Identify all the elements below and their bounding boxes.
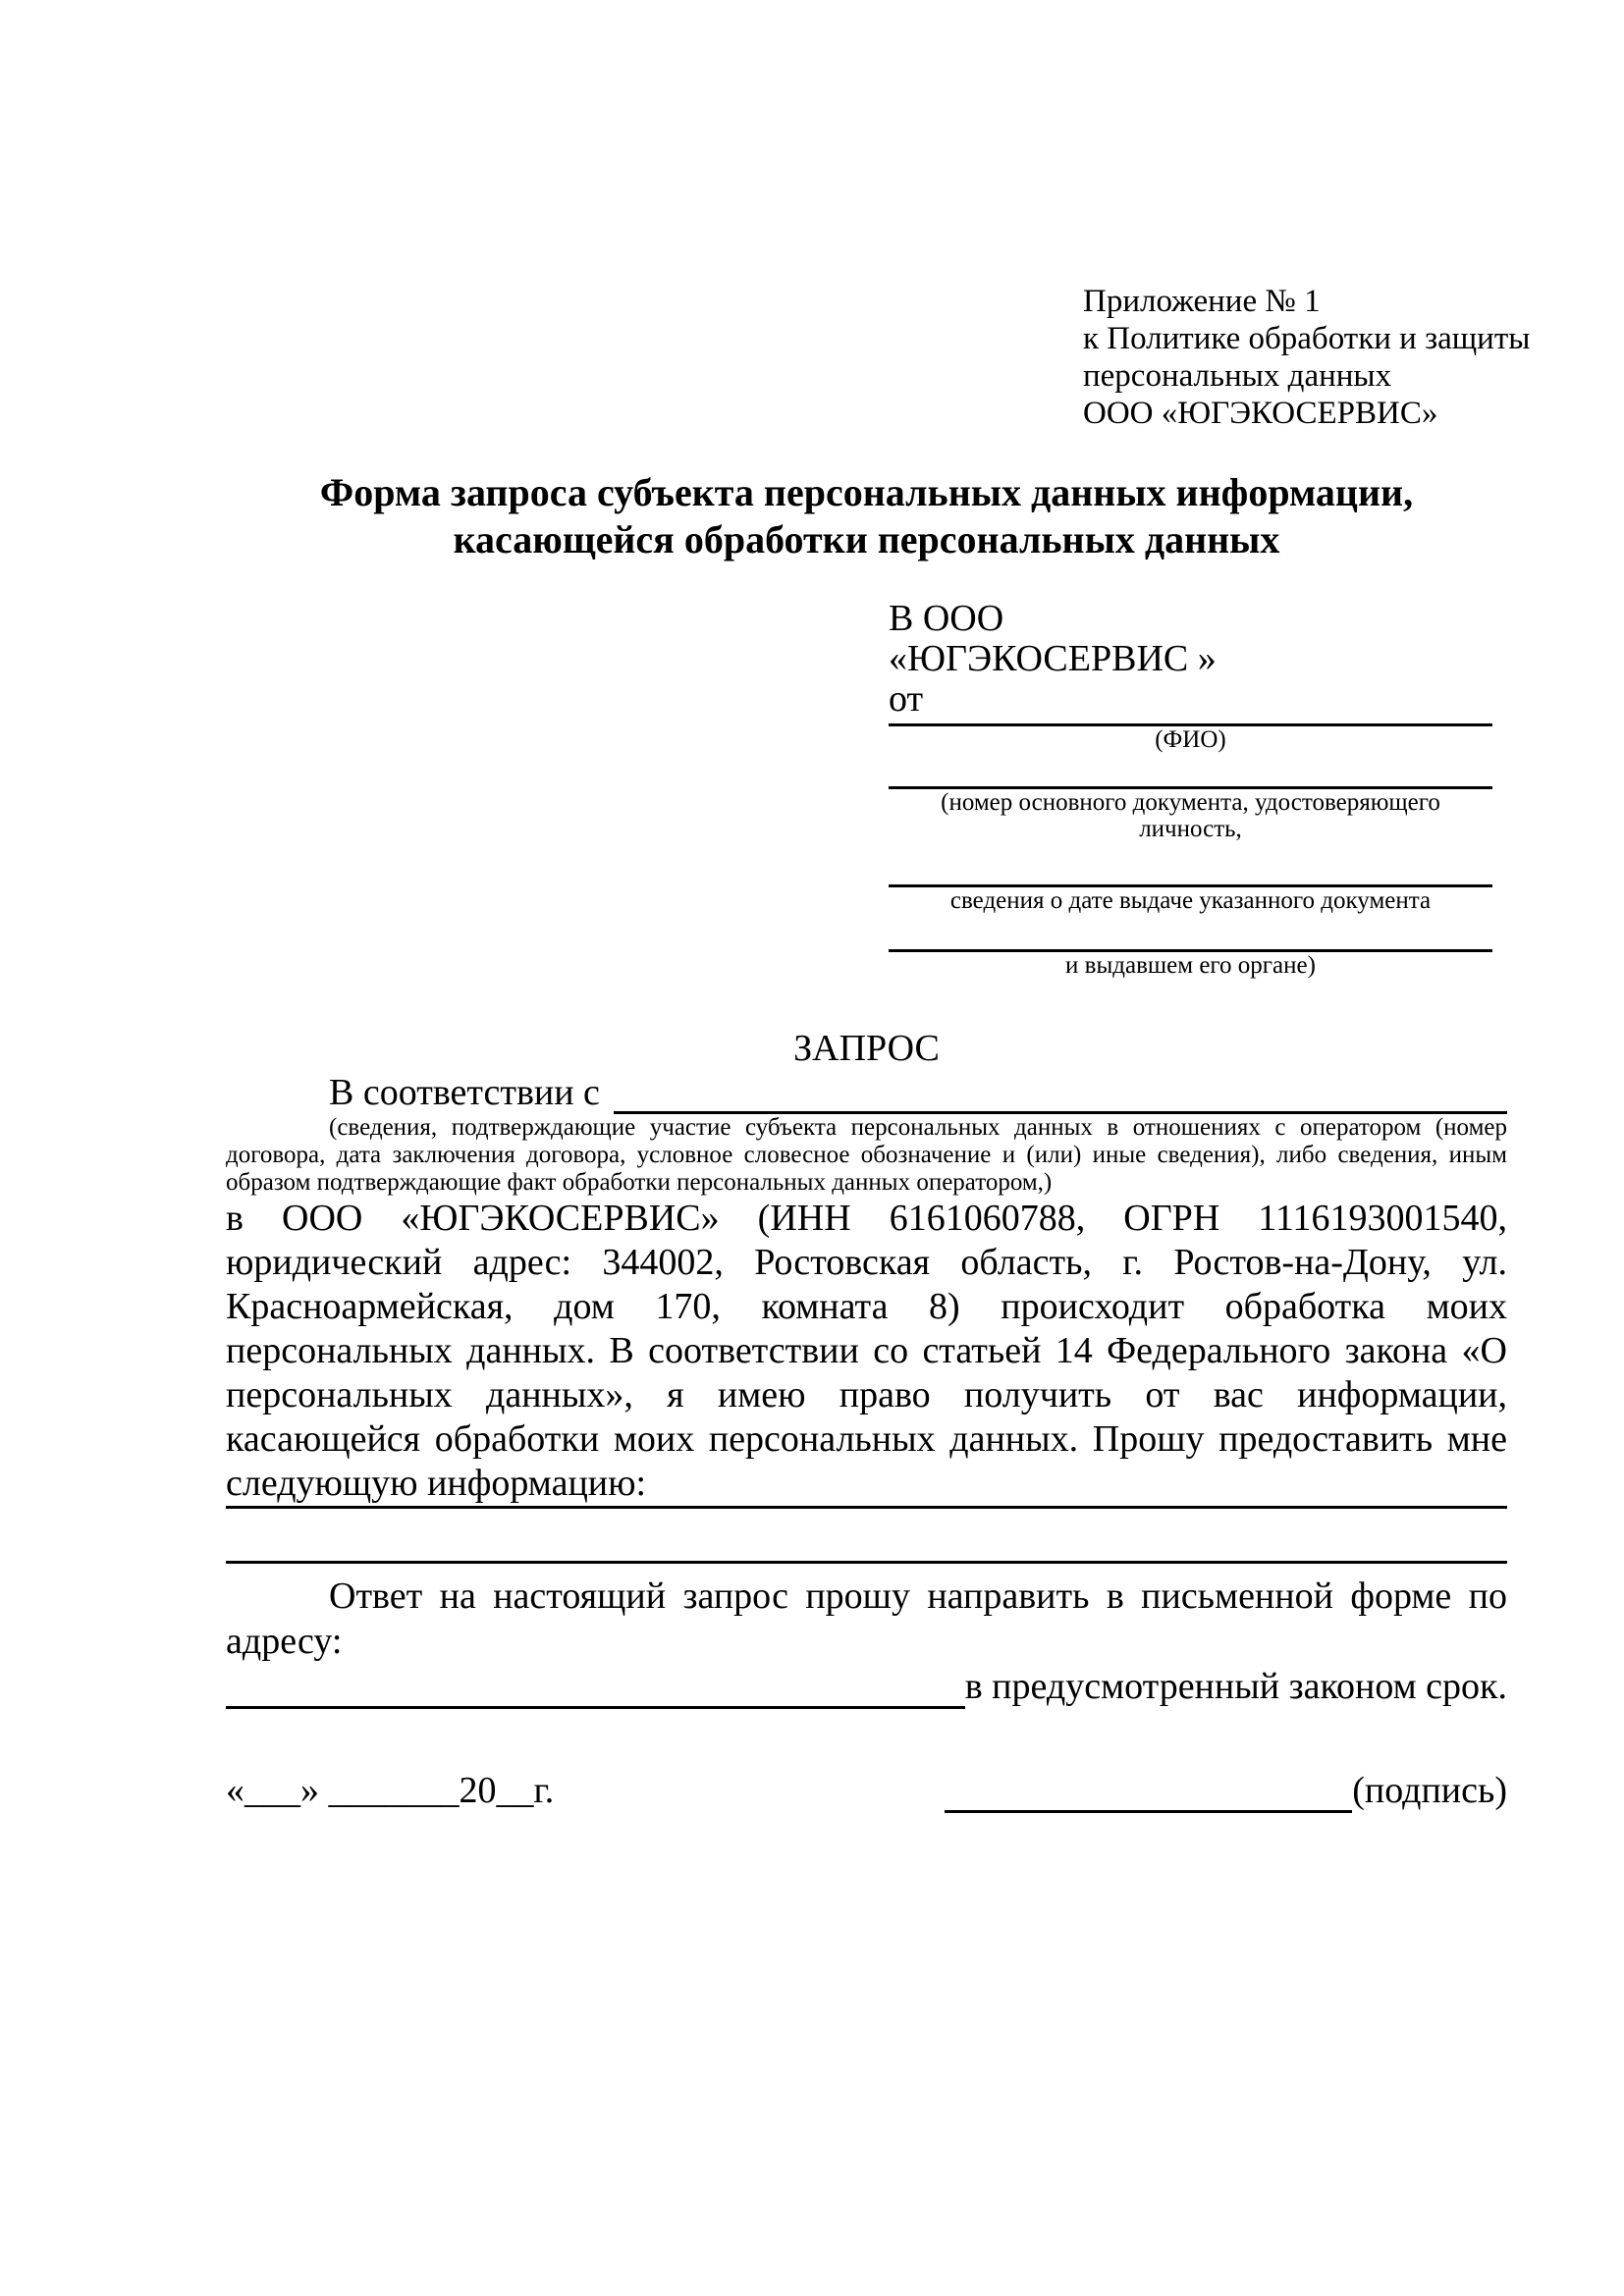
addressee-line: В ООО xyxy=(889,598,1004,639)
addressee-line: от xyxy=(889,678,924,720)
addressee-line: «ЮГЭКОСЕРВИС » xyxy=(889,638,1217,679)
reply-paragraph: Ответ на настоящий запрос прошу направить в письменной форме по адресу: xyxy=(226,1575,1507,1662)
signature-group xyxy=(945,1768,1507,1813)
reply-address-row xyxy=(226,1664,1507,1709)
request-heading: ЗАПРОС xyxy=(793,1028,940,1069)
form-title xyxy=(226,469,1507,563)
doc-issuer-field xyxy=(889,949,1492,979)
doc-date-field xyxy=(889,884,1492,914)
annex-block xyxy=(1083,283,1531,432)
intro-label: В соответствии с xyxy=(329,1072,600,1113)
doc-issuer-caption: и выдавшем его органе) xyxy=(1065,952,1316,979)
doc-number-caption: (номер основного документа, удостоверяющего личность, xyxy=(941,789,1440,842)
annex-line: персональных данных xyxy=(1083,358,1392,394)
annex-line: ООО «ЮГЭКОСЕРВИС» xyxy=(1083,396,1438,431)
reply-suffix: в предусмотренный законом срок. xyxy=(964,1666,1507,1707)
signature-caption: (подпись) xyxy=(1352,1770,1507,1811)
intro-fill-line[interactable] xyxy=(614,1076,1507,1114)
request-body: в ООО «ЮГЭКОСЕРВИС» (ИНН 6161060788, ОГРН 1116193001540, юридический адрес: 344002, Ростовская область, г. Ростов-на-Дону, ул. Красноармейская, дом 170, комната 8) происходит обработка моих персональных данных. В соответствии со статьей 14 Федерального закона «О персональных данных», я имею право получить от вас информации, касающейся обработки моих персональных данных. Прошу предоставить мне следующую информацию: xyxy=(226,1198,1507,1504)
intro-footnote: (сведения, подтверждающие участие субъекта персональных данных в отношениях с оператором (номер договора, дата заключения договора, условное словесное обозначение и (или) иные сведения), либо сведения, иным образом подтверждающие факт обработки персональных данных оператором,) xyxy=(226,1114,1507,1196)
info-blank-line-1[interactable] xyxy=(226,1506,1507,1509)
addressee-block xyxy=(889,599,1492,979)
intro-row xyxy=(329,1071,1507,1114)
form-title-line-2: касающейся обработки персональных данных xyxy=(453,517,1280,561)
signature-fill-line[interactable] xyxy=(945,1775,1352,1813)
annex-line: Приложение № 1 xyxy=(1083,284,1321,319)
info-blank-line-2[interactable] xyxy=(226,1561,1507,1564)
fio-field xyxy=(889,723,1492,753)
annex-line: к Политике обработки и защиты xyxy=(1083,321,1531,356)
doc-number-field xyxy=(889,786,1492,842)
date-field[interactable]: «___» _______20__г. xyxy=(226,1770,555,1811)
doc-date-caption: сведения о дате выдаче указанного документа xyxy=(949,887,1432,914)
form-title-line-1: Форма запроса субъекта персональных данных информации, xyxy=(319,470,1414,514)
address-fill-line[interactable] xyxy=(226,1671,965,1709)
signature-row xyxy=(226,1768,1507,1813)
fio-caption: (ФИО) xyxy=(1155,726,1226,753)
